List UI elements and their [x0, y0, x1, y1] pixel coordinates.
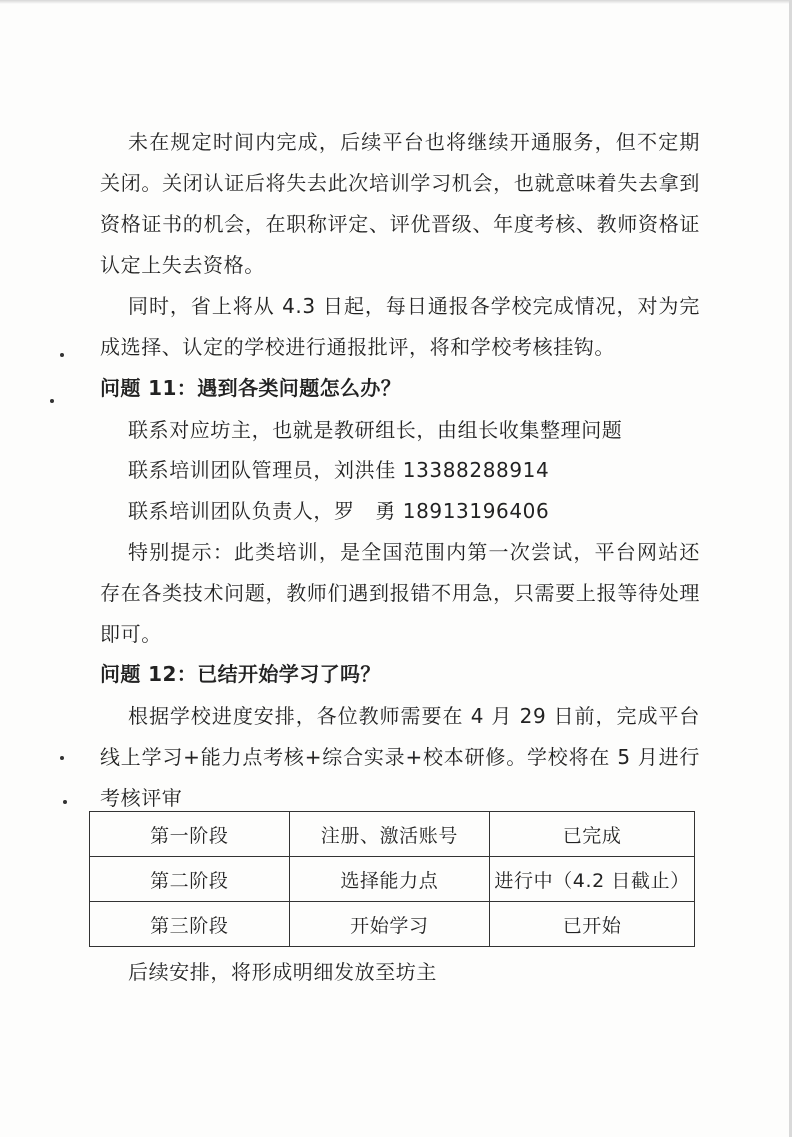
task-cell: 选择能力点 [289, 857, 490, 902]
paragraph-daily-report: 同时，省上将从 4.3 日起，每日通报各学校完成情况，对为完成选择、认定的学校进行通报批评，将和学校考核挂钩。 [100, 294, 700, 359]
status-cell: 已完成 [490, 812, 695, 857]
stage-cell: 第一阶段 [90, 812, 290, 857]
table-row [90, 902, 695, 947]
heading-question-12: 问题 12：已结开始学习了吗？ [100, 662, 381, 686]
heading-question-11: 问题 11：遇到各类问题怎么办？ [100, 376, 402, 400]
status-cell: 已开始 [490, 902, 695, 947]
paragraph-deadline-consequence: 未在规定时间内完成，后续平台也将继续开通服务，但不定期关闭。关闭认证后将失去此次培训学习机会，也就意味着失去拿到资格证书的机会，在职称评定、评优晋级、年度考核、教师资格证认定上失去资格。 [100, 130, 700, 277]
margin-dot [60, 353, 64, 357]
table-row [90, 857, 695, 902]
task-cell: 开始学习 [289, 902, 490, 947]
stage-cell: 第二阶段 [90, 857, 290, 902]
followup-line: 后续安排，将形成明细发放至坊主 [128, 960, 437, 984]
contact-line-admin: 联系培训团队管理员，刘洪佳 13388288914 [128, 458, 550, 482]
stage-table [89, 811, 695, 947]
scan-top-edge [0, 0, 792, 4]
margin-dot [60, 756, 64, 760]
contact-line-manager: 联系培训团队负责人，罗 勇 18913196406 [128, 499, 550, 523]
margin-dot [50, 399, 54, 403]
contact-line-leader: 联系对应坊主，也就是教研组长，由组长收集整理问题 [128, 418, 623, 442]
margin-dot [63, 800, 67, 804]
paragraph-schedule: 根据学校进度安排，各位教师需要在 4 月 29 日前，完成平台线上学习+能力点考核+综合实录+校本研修。学校将在 5 月进行考核评审 [100, 704, 700, 810]
table-row [90, 812, 695, 857]
status-cell: 进行中（4.2 日截止） [490, 857, 695, 902]
task-cell: 注册、激活账号 [289, 812, 490, 857]
stage-cell: 第三阶段 [90, 902, 290, 947]
paragraph-special-tip: 特别提示：此类培训，是全国范围内第一次尝试，平台网站还存在各类技术问题，教师们遇到报错不用急，只需要上报等待处理即可。 [100, 540, 700, 646]
